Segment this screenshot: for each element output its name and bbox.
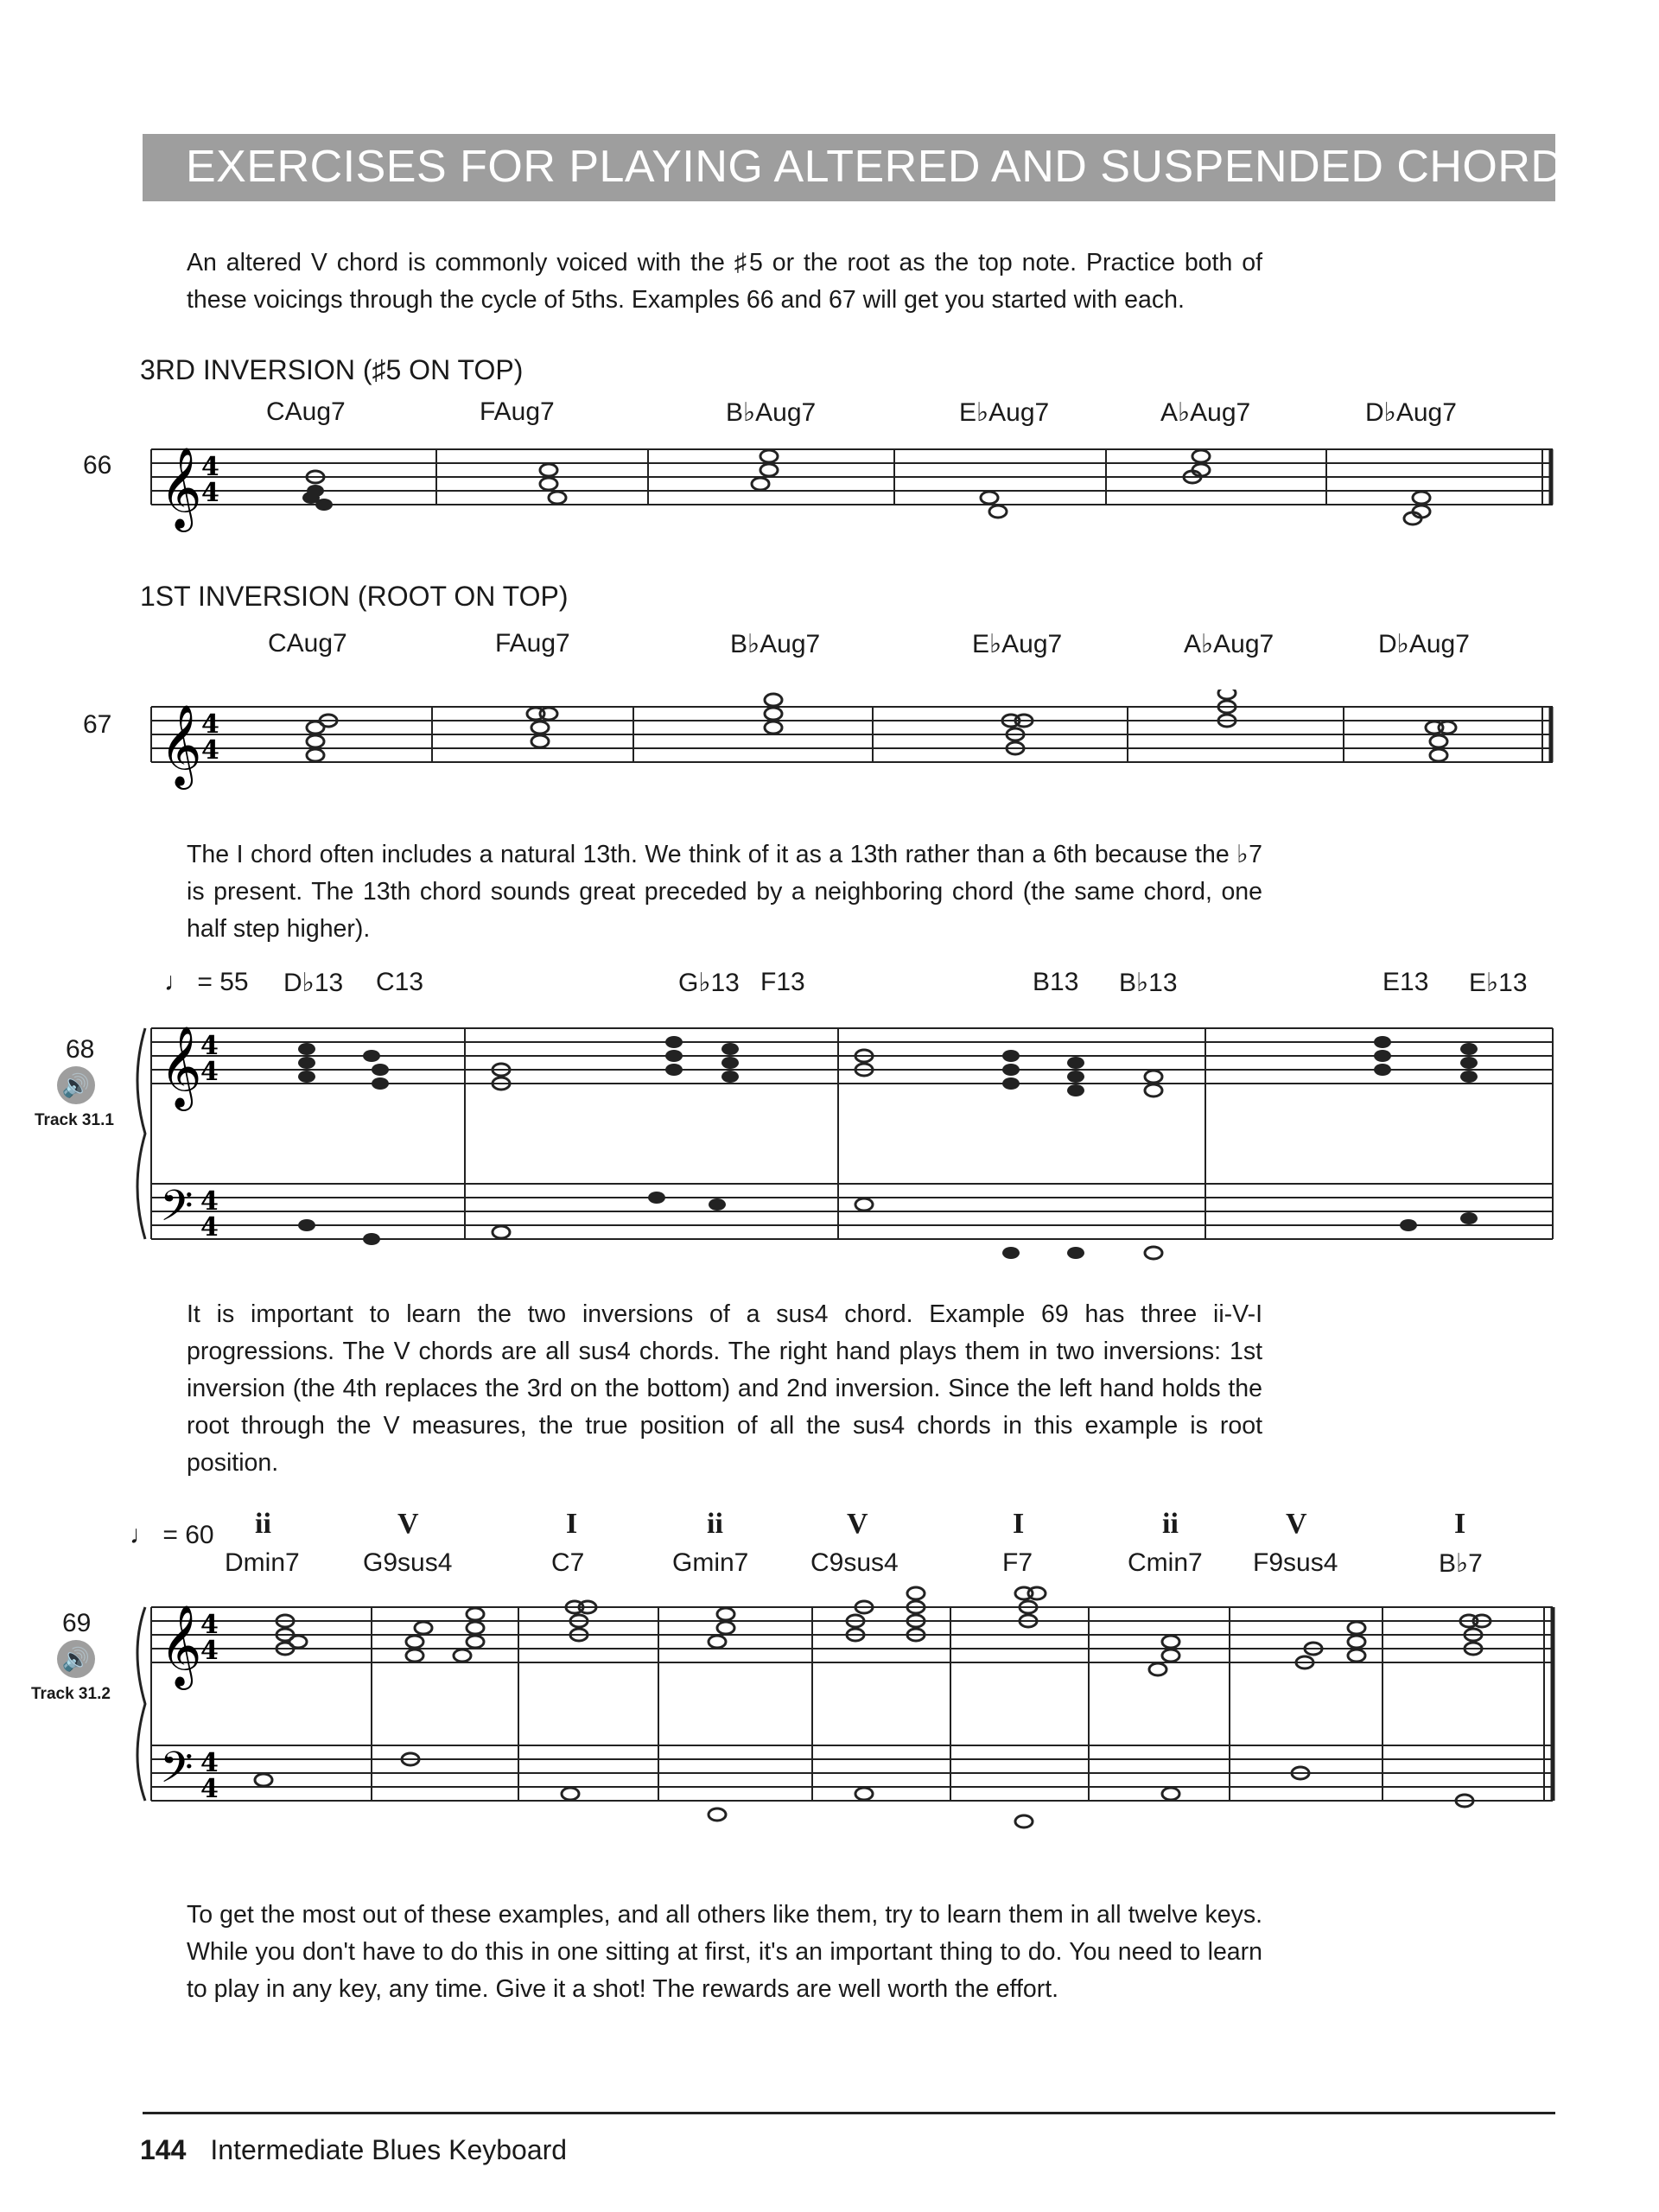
ex68-chord-4: F13	[760, 968, 805, 996]
ex69-chord-1: Dmin7	[225, 1548, 300, 1577]
paragraph-13th-chord: The I chord often includes a natural 13th. We think of it as a 13th rather than a 6th because the ♭7 is present. The 13th chord sounds great preceded by a neighboring chord (the same chord, one half step higher).	[187, 841, 1262, 943]
ex67-chord-2: FAug7	[495, 629, 570, 658]
ex69-roman-7: ii	[1162, 1508, 1179, 1540]
svg-text:4: 4	[200, 1774, 219, 1804]
svg-text:4: 4	[200, 1748, 219, 1778]
paragraph-twelve-keys: To get the most out of these examples, and all others like them, try to learn them in all twelve keys. While you don't have to do this in one sitting at first, it's an important thing to do. You need to learn to play in any key, any time. Give it a shot! The rewards are well worth the effort.	[187, 1901, 1262, 2003]
ex68-chord-3: G♭13	[678, 969, 740, 997]
ex69-tempo: ♩ = 60	[130, 1521, 214, 1549]
ex69-roman-5: V	[847, 1508, 868, 1540]
ex66-chord-1: CAug7	[266, 397, 346, 426]
ex69-roman-4: ii	[707, 1508, 723, 1540]
ex68-grand-staff	[121, 1002, 1560, 1279]
ex68-track: Track 31.1	[35, 1111, 114, 1129]
treble-clef-icon: 𝄞	[160, 1605, 202, 1687]
ex66-chord-6: D♭Aug7	[1365, 398, 1457, 427]
ex66-chord-3: B♭Aug7	[726, 398, 817, 427]
ex69-roman-6: I	[1013, 1508, 1025, 1540]
treble-clef-icon: 𝄞	[160, 704, 202, 786]
ex67-chord-6: D♭Aug7	[1378, 630, 1470, 658]
page-number: 144	[140, 2134, 187, 2165]
ex69-chord-9: B♭7	[1439, 1549, 1483, 1578]
footer-rule	[143, 2112, 1555, 2114]
svg-text:4: 4	[200, 1057, 219, 1087]
ex69-grand-staff	[121, 1581, 1560, 1840]
svg-text:4: 4	[200, 1031, 219, 1061]
bass-clef-icon: 𝄢	[160, 1181, 194, 1242]
ex67-heading: 1ST INVERSION (ROOT ON TOP)	[140, 581, 569, 612]
ex68-number: 68	[66, 1035, 95, 1064]
ex66-chord-4: E♭Aug7	[959, 398, 1050, 427]
svg-text:4: 4	[200, 1636, 219, 1666]
svg-text:4: 4	[200, 1186, 219, 1217]
ex67-chord-3: B♭Aug7	[730, 630, 821, 658]
ex67-chord-5: A♭Aug7	[1184, 630, 1274, 658]
treble-clef-icon: 𝄞	[160, 447, 202, 529]
ex68-tempo: ♩ = 55	[164, 968, 249, 996]
ex69-track: Track 31.2	[31, 1685, 111, 1703]
ex69-roman-9: I	[1454, 1508, 1466, 1540]
svg-text:4: 4	[201, 709, 219, 740]
ex69-number: 69	[62, 1609, 92, 1637]
audio-icon[interactable]: 🔊	[57, 1640, 95, 1678]
ex69-chord-6: F7	[1002, 1548, 1033, 1577]
ex66-chord-2: FAug7	[480, 397, 555, 426]
ex67-number: 67	[83, 710, 112, 739]
ex69-roman-2: V	[397, 1508, 419, 1540]
ex68-chord-7: E13	[1382, 968, 1429, 996]
svg-text:4: 4	[200, 1610, 219, 1640]
ex69-roman-3: I	[566, 1508, 578, 1540]
footer	[140, 2134, 567, 2166]
section-title: EXERCISES FOR PLAYING ALTERED AND SUSPENDED CHORDS	[186, 142, 1594, 192]
ex68-chord-1: D♭13	[283, 969, 344, 997]
ex69-chord-8: F9sus4	[1253, 1548, 1338, 1577]
quarter-note-icon: ♩	[164, 968, 190, 996]
ex69-chord-3: C7	[551, 1548, 585, 1577]
ex68-chord-6: B♭13	[1119, 969, 1178, 997]
svg-text:4: 4	[201, 478, 219, 508]
treble-clef-icon: 𝄞	[160, 1026, 202, 1108]
svg-text:4: 4	[201, 452, 219, 482]
ex67-chord-1: CAug7	[268, 629, 347, 658]
ex69-roman-1: ii	[255, 1508, 271, 1540]
ex69-roman-8: V	[1286, 1508, 1307, 1540]
ex69-chord-7: Cmin7	[1128, 1548, 1203, 1577]
ex68-chord-5: B13	[1033, 968, 1079, 996]
paragraph-sus4: It is important to learn the two inversions of a sus4 chord. Example 69 has three ii-V-I progressions. The V chords are all sus4 chords. The right hand plays them in two inversions: 1st inversion (the 4th replaces the 3rd on the bottom) and 2nd inversion. Since the left hand holds the root through the V measures, the true position of all the sus4 chords in this example is root position.	[187, 1300, 1262, 1477]
ex68-chord-2: C13	[376, 968, 424, 996]
ex69-chord-2: G9sus4	[363, 1548, 453, 1577]
section-banner	[143, 134, 1594, 201]
ex66-heading: 3RD INVERSION (♯5 ON TOP)	[140, 354, 524, 385]
ex66-staff	[143, 432, 1560, 562]
ex69-chord-5: C9sus4	[810, 1548, 899, 1577]
quarter-note-icon: ♩	[130, 1521, 156, 1549]
ex67-staff	[143, 690, 1560, 810]
ex68-chord-8: E♭13	[1469, 969, 1528, 997]
ex67-chord-4: E♭Aug7	[972, 630, 1063, 658]
svg-text:4: 4	[201, 735, 219, 766]
ex66-number: 66	[83, 451, 112, 480]
svg-text:4: 4	[200, 1212, 219, 1243]
audio-icon[interactable]: 🔊	[57, 1066, 95, 1104]
ex69-chord-4: Gmin7	[672, 1548, 749, 1577]
intro-paragraph: An altered V chord is commonly voiced with the ♯5 or the root as the top note. Practice both of these voicings through the cycle of 5ths. Examples 66 and 67 will get you started with each.	[187, 249, 1262, 314]
bass-clef-icon: 𝄢	[160, 1743, 194, 1803]
book-title: Intermediate Blues Keyboard	[210, 2134, 568, 2165]
ex66-chord-5: A♭Aug7	[1160, 398, 1251, 427]
